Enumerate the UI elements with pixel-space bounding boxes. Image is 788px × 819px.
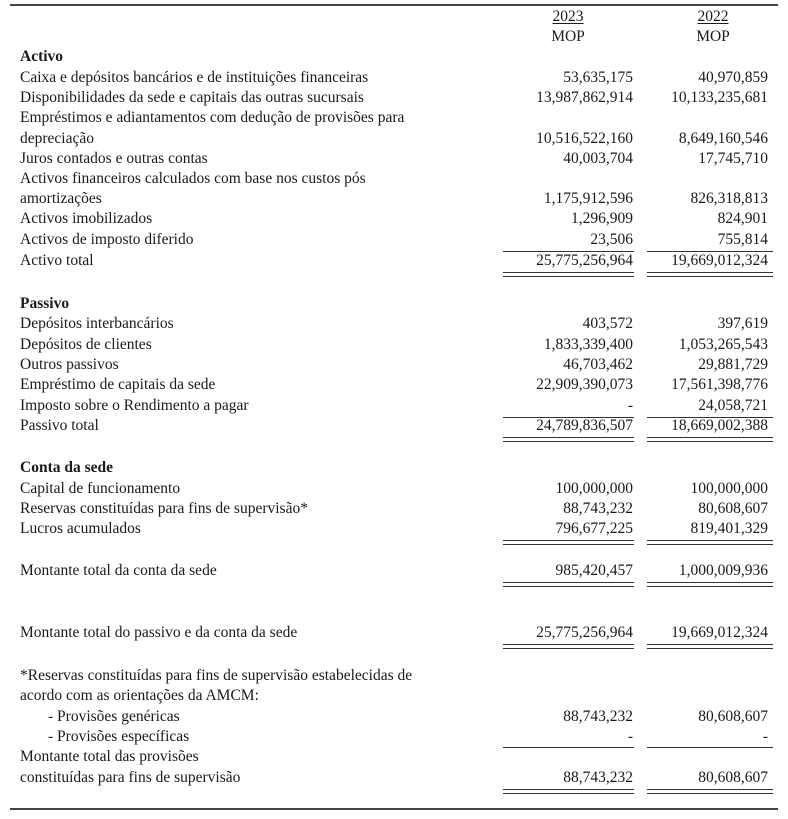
table-row xyxy=(0,479,788,499)
table-row xyxy=(0,396,788,416)
row-label: Activo total xyxy=(20,252,94,269)
value-2022: 80,608,607 xyxy=(698,708,768,725)
column-header-currency xyxy=(0,27,788,47)
value-2023: 985,420,457 xyxy=(555,562,633,579)
value-2022: 17,561,398,776 xyxy=(671,376,768,393)
table-row xyxy=(0,707,788,727)
row-label: Montante total da conta da sede xyxy=(20,562,217,579)
value-2023: 23,506 xyxy=(590,231,633,248)
table-row xyxy=(0,727,788,747)
section-heading: Passivo xyxy=(20,295,70,312)
row-label-continued: amortizações xyxy=(20,190,102,207)
double-total-rule xyxy=(503,272,634,277)
table-row-label-line xyxy=(0,108,788,128)
value-2023: 88,743,232 xyxy=(563,708,633,725)
table-row xyxy=(0,209,788,229)
row-label: Passivo total xyxy=(20,417,99,434)
double-total-rule xyxy=(503,789,634,794)
value-2022: 80,608,607 xyxy=(698,500,768,517)
value-2023: 10,516,522,160 xyxy=(536,130,633,147)
table-row-label-line xyxy=(0,169,788,189)
row-label: Imposto sobre o Rendimento a pagar xyxy=(20,397,249,414)
table-row xyxy=(0,68,788,88)
value-2023: 53,635,175 xyxy=(563,69,633,86)
table-row xyxy=(0,189,788,209)
value-2022: 40,970,859 xyxy=(698,69,768,86)
value-2022: 397,619 xyxy=(717,315,768,332)
value-2023: 24,789,836,507 xyxy=(536,417,633,434)
value-2023: 1,833,339,400 xyxy=(543,336,633,353)
value-2022: - xyxy=(762,728,768,745)
value-2023: 796,677,225 xyxy=(555,520,633,537)
currency-2022-header: MOP xyxy=(696,28,730,45)
value-2022: 24,058,721 xyxy=(698,397,768,414)
value-2022: 29,881,729 xyxy=(698,356,768,373)
row-label: Juros contados e outras contas xyxy=(20,150,208,167)
value-2023: - xyxy=(627,397,633,414)
row-label: Lucros acumulados xyxy=(20,520,141,537)
row-label: Capital de funcionamento xyxy=(20,480,181,497)
top-rule xyxy=(10,4,778,6)
table-row xyxy=(0,149,788,169)
currency-2023-header: MOP xyxy=(551,28,585,45)
row-label: Montante total das provisões xyxy=(20,748,199,765)
column-header-years xyxy=(0,7,788,27)
row-label: Disponibilidades da sede e capitais das outras sucursais xyxy=(20,89,364,106)
row-label: Reservas constituídas para fins de supervisão* xyxy=(20,500,308,517)
double-total-rule xyxy=(647,644,773,649)
row-label: Activos financeiros calculados com base nos custos pós xyxy=(20,170,366,187)
value-2022: 819,401,329 xyxy=(690,520,768,537)
double-total-rule xyxy=(647,582,773,587)
section-title-passivo xyxy=(0,294,788,314)
table-row xyxy=(0,88,788,108)
double-total-rule xyxy=(503,540,634,545)
row-label: - Provisões específicas xyxy=(48,728,190,745)
value-2023: 22,909,390,073 xyxy=(536,376,633,393)
table-row xyxy=(0,314,788,334)
row-label: Empréstimos e adiantamentos com dedução de provisões para xyxy=(20,109,405,126)
table-row xyxy=(0,355,788,375)
bottom-rule xyxy=(10,808,778,810)
value-2023: 403,572 xyxy=(582,315,633,332)
value-2023: 40,003,704 xyxy=(563,150,633,167)
value-2022: 18,669,002,388 xyxy=(671,417,768,434)
footnote-line xyxy=(0,666,788,686)
double-total-rule xyxy=(647,789,773,794)
value-2022: 19,669,012,324 xyxy=(671,252,768,269)
row-label: Outros passivos xyxy=(20,356,119,373)
value-2022: 824,901 xyxy=(717,210,768,227)
value-2022: 10,133,235,681 xyxy=(671,89,768,106)
footnote-line xyxy=(0,686,788,706)
value-2022: 1,053,265,543 xyxy=(678,336,768,353)
row-label-continued: depreciação xyxy=(20,130,94,147)
row-label: - Provisões genéricas xyxy=(48,708,180,725)
row-label: Depósitos interbancários xyxy=(20,315,174,332)
section-heading: Activo xyxy=(20,48,64,65)
footnote-text: *Reservas constituídas para fins de supervisão estabelecidas de xyxy=(20,667,413,684)
total-row-passivo xyxy=(0,416,788,436)
double-total-rule xyxy=(647,272,773,277)
table-row xyxy=(0,129,788,149)
value-2023: 1,296,909 xyxy=(571,210,633,227)
value-2023: 88,743,232 xyxy=(563,500,633,517)
double-total-rule xyxy=(503,437,634,442)
value-2023: 1,175,912,596 xyxy=(543,190,633,207)
value-2022: 826,318,813 xyxy=(690,190,768,207)
year-2022-header: 2022 xyxy=(697,8,729,25)
double-total-rule xyxy=(647,437,773,442)
footnote-text: acordo com as orientações da AMCM: xyxy=(20,687,259,704)
table-row xyxy=(0,230,788,250)
table-row-label-line xyxy=(0,747,788,767)
section-title-activo xyxy=(0,47,788,67)
value-2022: 100,000,000 xyxy=(690,480,768,497)
row-label: Depósitos de clientes xyxy=(20,336,152,353)
value-2022: 80,608,607 xyxy=(698,769,768,786)
double-total-rule xyxy=(503,582,634,587)
section-title-conta-sede xyxy=(0,458,788,478)
value-2022: 755,814 xyxy=(717,231,768,248)
value-2023: - xyxy=(627,728,633,745)
section-heading: Conta da sede xyxy=(20,459,114,476)
row-label: Activos de imposto diferido xyxy=(20,231,194,248)
row-label: Activos imobilizados xyxy=(20,210,153,227)
table-row xyxy=(0,519,788,539)
row-label: Montante total do passivo e da conta da sede xyxy=(20,624,298,641)
row-label-continued: constituídas para fins de supervisão xyxy=(20,769,241,786)
table-row xyxy=(0,375,788,395)
double-total-rule xyxy=(503,644,634,649)
grand-total-row xyxy=(0,623,788,643)
table-row xyxy=(0,499,788,519)
value-2023: 25,775,256,964 xyxy=(536,252,633,269)
value-2023: 100,000,000 xyxy=(555,480,633,497)
year-2023-header: 2023 xyxy=(552,8,584,25)
row-label: Caixa e depósitos bancários e de instituições financeiras xyxy=(20,69,369,86)
row-label: Empréstimo de capitais da sede xyxy=(20,376,216,393)
value-2022: 17,745,710 xyxy=(698,150,768,167)
value-2023: 13,987,862,914 xyxy=(536,89,633,106)
total-row-conta-sede xyxy=(0,561,788,581)
total-row-activo xyxy=(0,251,788,271)
double-total-rule xyxy=(647,540,773,545)
value-2022: 1,000,009,936 xyxy=(678,562,768,579)
table-row xyxy=(0,335,788,355)
value-2023: 25,775,256,964 xyxy=(536,624,633,641)
value-2023: 88,743,232 xyxy=(563,769,633,786)
value-2022: 19,669,012,324 xyxy=(671,624,768,641)
total-row-provisoes xyxy=(0,768,788,788)
value-2023: 46,703,462 xyxy=(563,356,633,373)
value-2022: 8,649,160,546 xyxy=(678,130,768,147)
